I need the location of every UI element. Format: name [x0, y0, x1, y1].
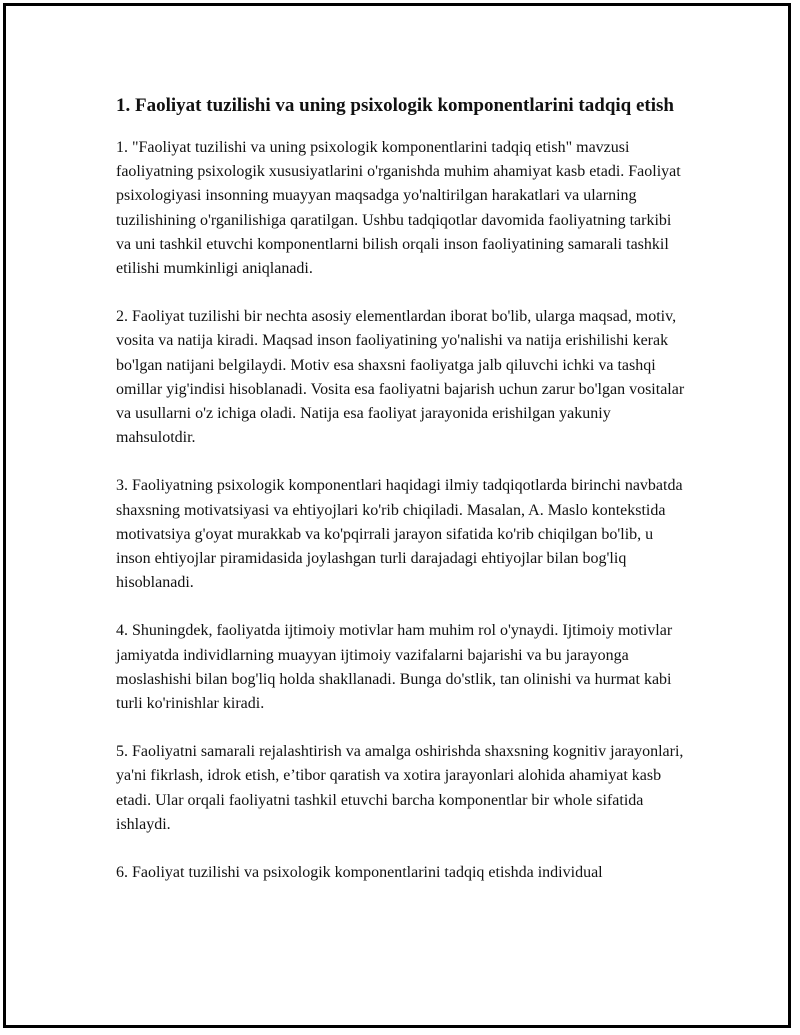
paragraph-4: 4. Shuningdek, faoliyatda ijtimoiy motivlar ham muhim rol o'ynaydi. Ijtimoiy motivlar jamiyatda individlarning muayyan ijtimoiy vazifalarni bajarishi va bu jarayonga moslashishi bilan bog'liq holda shakllanadi. Bunga do'stlik, tan olinishi va hurmat kabi turli ko'rinishlar kiradi. — [116, 622, 673, 713]
paragraph-2: 2. Faoliyat tuzilishi bir nechta asosiy elementlardan iborat bo'lib, ularga maqsad, motiv, vosita va natija kiradi. Maqsad inson faoliyatining yo'nalishi va natija erishilishi kerak bo'lgan natijani belgilaydi. Motiv esa shaxsni faoliyatga jalb qiluvchi ichki va tashqi omillar yig'indisi hisoblanadi. Vosita esa faoliyatni bajarish uchun zarur bo'lgan vositalar va usullarni o'z ichiga oladi. Natija esa faoliyat jarayonida erishilgan yakuniy mahsulotdir. — [116, 308, 685, 447]
paragraph-6: 6. Faoliyat tuzilishi va psixologik komponentlarini tadqiq etishda individual — [116, 864, 603, 882]
paragraph-3: 3. Faoliyatning psixologik komponentlari haqidagi ilmiy tadqiqotlarda birinchi navbatda shaxsning motivatsiyasi va ehtiyojlari ko'rib chiqiladi. Masalan, A. Maslo kontekstida motivatsiya g'oyat murakkab va ko'pqirrali jarayon sifatida ko'rib chiqilgan bo'lib, u inson ehtiyojlar piramidasida joylashgan turli darajadagi ehtiyojlar bilan bog'liq hisoblanadi. — [116, 477, 683, 592]
paragraph-5: 5. Faoliyatni samarali rejalashtirish va amalga oshirishda shaxsning kognitiv jarayonlari, ya'ni fikrlash, idrok etish, e’tibor qaratish va xotira jarayonlari alohida ahamiyat kasb etadi. Ular orqali faoliyatni tashkil etuvchi barcha komponentlar bir whole sifatida ishlaydi. — [116, 743, 684, 833]
paragraph-1: 1. "Faoliyat tuzilishi va uning psixologik komponentlarini tadqiq etish" mavzusi faoliyatning psixologik xususiyatlarini o'rganishda muhim ahamiyat kasb etadi. Faoliyat psixologiyasi insonning muayyan maqsadga yo'naltirilgan harakatlari va ularning tuzilishining o'rganilishiga qaratilgan. Ushbu tadqiqotlar davomida faoliyatning tarkibi va uni tashkil etuvchi komponentlarni bilish orqali inson faoliyatining samarali tashkil etilishi mumkinligi aniqlanadi. — [116, 139, 681, 278]
document-body — [116, 92, 686, 909]
document-title: 1. Faoliyat tuzilishi va uning psixologik komponentlarini tadqiq etish — [116, 95, 674, 116]
